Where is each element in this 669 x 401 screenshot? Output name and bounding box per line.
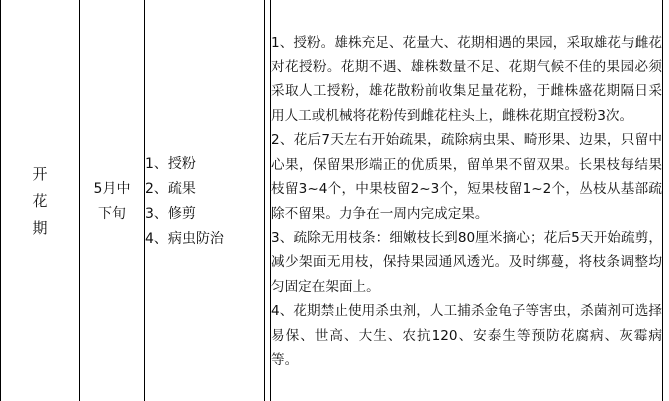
detail-paragraph-pruning: 3、疏除无用枝条：细嫩枝长到80厘米摘心；花后5天开始疏剪，减少架面无用枝，保持果园通风透光。及时绑蔓，将枝条调整均匀固定在架面上。	[271, 229, 662, 295]
task-list	[145, 152, 264, 252]
stage-label: 开花期	[32, 165, 48, 237]
detail-paragraph-pollination: 1、授粉。雄株充足、花量大、花期相遇的果园，采取雄花与雌花对花授粉。花期不遇、雄株数量不足、花期气候不佳的果园必须采取人工授粉，雄花散粉前收集足量花粉，于雌株盛花期隔日采用人工或机械将花粉传到雌花柱头上，雌株花期宜授粉3次。	[271, 34, 662, 124]
task-item: 2、疏果	[145, 180, 196, 197]
detail-paragraph-thinning: 2、花后7天左右开始疏果，疏除病虫果、畸形果、边果，只留中心果，保留果形端正的优质果，留单果不留双果。长果枝每结果枝留3~4个，中果枝留2~3个，短果枝留1~2个，丛枝从基部疏除不留果。力争在一周内完成定果。	[271, 132, 662, 222]
task-item: 1、授粉	[145, 155, 196, 172]
tasks-cell	[145, 0, 265, 401]
details-cell	[271, 0, 663, 401]
stage-cell	[1, 0, 80, 401]
time-cell	[80, 0, 145, 401]
task-item: 3、修剪	[145, 205, 196, 222]
table-row	[1, 0, 663, 401]
time-label: 5月中下旬	[93, 180, 131, 222]
detail-paragraph-pest-control: 4、花期禁止使用杀虫剂，人工捕杀金龟子等害虫，杀菌剂可选择易保、世高、大生、农抗120、安泰生等预防花腐病、灰霉病等。	[271, 303, 662, 368]
task-item: 4、病虫防治	[145, 230, 224, 247]
